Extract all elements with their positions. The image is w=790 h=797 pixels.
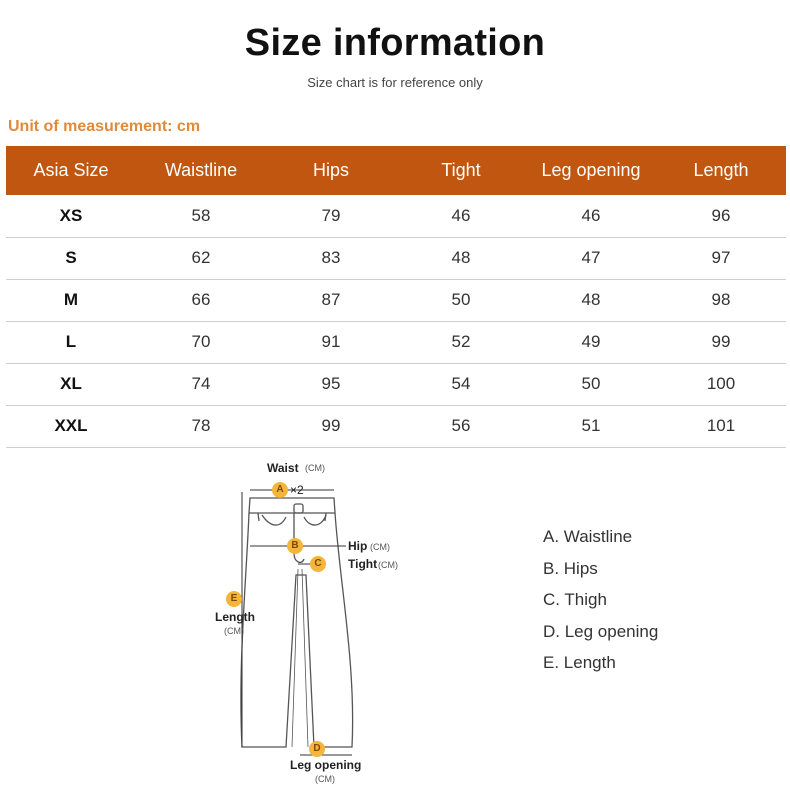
legend-item: D. Leg opening bbox=[543, 621, 659, 641]
pants-diagram bbox=[170, 455, 430, 795]
table-cell: 99 bbox=[656, 321, 786, 363]
column-header: Hips bbox=[266, 146, 396, 195]
table-cell: 54 bbox=[396, 363, 526, 405]
table-row bbox=[6, 321, 786, 363]
table-row bbox=[6, 237, 786, 279]
table-row bbox=[6, 405, 786, 447]
table-cell: 101 bbox=[656, 405, 786, 447]
length-label: Length bbox=[215, 610, 255, 624]
waist-unit: (CM) bbox=[305, 463, 325, 473]
page-title: Size information bbox=[244, 22, 546, 64]
size-table bbox=[6, 146, 786, 448]
table-cell: 51 bbox=[526, 405, 656, 447]
table-cell: XXL bbox=[6, 405, 136, 447]
table-cell: 50 bbox=[526, 363, 656, 405]
table-cell: 46 bbox=[396, 195, 526, 237]
column-header: Leg opening bbox=[526, 146, 656, 195]
table-row bbox=[6, 195, 786, 237]
hip-label: Hip bbox=[348, 539, 368, 553]
table-cell: 87 bbox=[266, 279, 396, 321]
table-cell: 52 bbox=[396, 321, 526, 363]
table-cell: 79 bbox=[266, 195, 396, 237]
table-cell: 96 bbox=[656, 195, 786, 237]
table-cell: 48 bbox=[526, 279, 656, 321]
table-cell: 97 bbox=[656, 237, 786, 279]
table-cell: 83 bbox=[266, 237, 396, 279]
table-cell: 99 bbox=[266, 405, 396, 447]
table-cell: 56 bbox=[396, 405, 526, 447]
pants-outline-icon bbox=[170, 455, 430, 795]
marker-c: C bbox=[310, 556, 326, 572]
table-cell: 46 bbox=[526, 195, 656, 237]
page-subtitle: Size chart is for reference only bbox=[307, 75, 483, 90]
waist-label: Waist bbox=[267, 461, 299, 475]
hip-unit: (CM) bbox=[370, 542, 390, 552]
unit-note: Unit of measurement: cm bbox=[8, 118, 201, 135]
table-cell: L bbox=[6, 321, 136, 363]
column-header: Asia Size bbox=[6, 146, 136, 195]
table-cell: 50 bbox=[396, 279, 526, 321]
measurement-legend bbox=[543, 526, 658, 684]
legend-item: E. Length bbox=[543, 653, 616, 673]
waist-multiplier: ×2 bbox=[290, 483, 304, 497]
legend-item: B. Hips bbox=[543, 558, 598, 578]
length-unit: (CM) bbox=[224, 626, 244, 636]
table-cell: 78 bbox=[136, 405, 266, 447]
table-cell: 98 bbox=[656, 279, 786, 321]
table-cell: XS bbox=[6, 195, 136, 237]
table-cell: 100 bbox=[656, 363, 786, 405]
table-cell: 66 bbox=[136, 279, 266, 321]
column-header: Tight bbox=[396, 146, 526, 195]
table-cell: 62 bbox=[136, 237, 266, 279]
marker-d: D bbox=[309, 741, 325, 757]
table-cell: 70 bbox=[136, 321, 266, 363]
leg-opening-unit: (CM) bbox=[315, 774, 335, 784]
tight-unit: (CM) bbox=[378, 560, 398, 570]
legend-item: C. Thigh bbox=[543, 590, 607, 610]
table-cell: 47 bbox=[526, 237, 656, 279]
leg-opening-label: Leg opening bbox=[290, 758, 362, 772]
tight-label: Tight bbox=[348, 557, 378, 571]
table-cell: 58 bbox=[136, 195, 266, 237]
table-cell: 91 bbox=[266, 321, 396, 363]
table-row bbox=[6, 279, 786, 321]
table-cell: 74 bbox=[136, 363, 266, 405]
table-header-row bbox=[6, 146, 786, 195]
table-cell: M bbox=[6, 279, 136, 321]
marker-a: A bbox=[272, 482, 288, 498]
table-row bbox=[6, 363, 786, 405]
table-cell: 95 bbox=[266, 363, 396, 405]
table-cell: XL bbox=[6, 363, 136, 405]
table-cell: 48 bbox=[396, 237, 526, 279]
legend-item: A. Waistline bbox=[543, 527, 633, 546]
column-header: Waistline bbox=[136, 146, 266, 195]
marker-e: E bbox=[226, 591, 242, 607]
column-header: Length bbox=[656, 146, 786, 195]
marker-b: B bbox=[287, 538, 303, 554]
table-cell: 49 bbox=[526, 321, 656, 363]
table-cell: S bbox=[6, 237, 136, 279]
